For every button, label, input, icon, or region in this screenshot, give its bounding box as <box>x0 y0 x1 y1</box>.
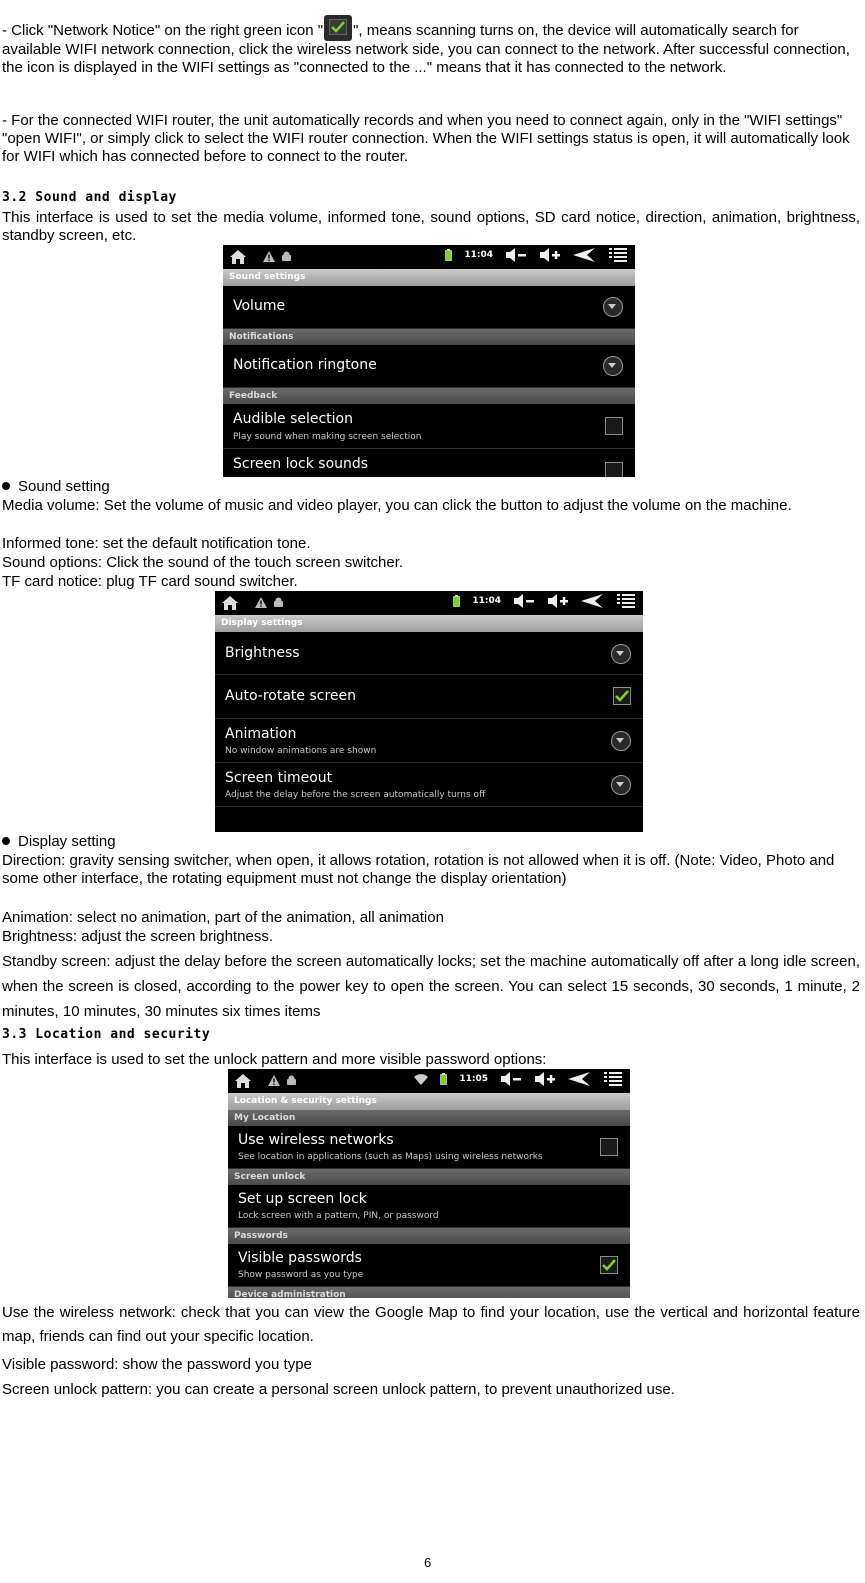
dropdown-icon <box>603 297 623 317</box>
volume-down-icon[interactable] <box>505 248 527 262</box>
back-icon[interactable] <box>581 594 605 608</box>
bullet-display-setting: Display setting <box>2 833 116 851</box>
volume-up-icon[interactable] <box>547 594 569 608</box>
status-time: 11:04 <box>464 250 493 260</box>
home-icon <box>234 1073 252 1089</box>
setting-sublabel: Lock screen with a pattern, PIN, or password <box>238 1211 439 1221</box>
location-line-wireless: Use the wireless network: check that you can view the Google Map to find your location, use the vertical and horizontal feature map, friends can find out your specific location. <box>2 1304 860 1345</box>
setting-set-up-screen-lock[interactable] <box>228 1185 630 1228</box>
home-icon <box>221 595 239 611</box>
setting-label: Visible passwords <box>238 1250 362 1266</box>
network-notice-check-icon <box>324 15 352 41</box>
warning-icon <box>268 1075 280 1086</box>
category-notifications: Notifications <box>223 329 635 345</box>
category-device-administration: Device administration <box>228 1287 630 1298</box>
category-my-location: My Location <box>228 1110 630 1126</box>
display-settings-screenshot <box>215 591 643 832</box>
display-line-animation: Animation: select no animation, part of the animation, all animation <box>2 909 444 926</box>
category-screen-unlock: Screen unlock <box>228 1169 630 1185</box>
location-section-description: This interface is used to set the unlock pattern and more visible password options: <box>2 1051 547 1068</box>
checkbox-checked[interactable] <box>600 1256 618 1274</box>
setting-screen-lock-sounds[interactable] <box>223 449 635 477</box>
status-bar <box>228 1069 630 1093</box>
sound-line-media-volume: Media volume: Set the volume of music and video player, you can click the button to adjust the volume on the machine. <box>2 497 792 514</box>
page-number: 6 <box>424 1555 432 1570</box>
battery-icon <box>445 249 452 261</box>
status-time: 11:05 <box>459 1074 488 1084</box>
setting-label: Set up screen lock <box>238 1191 367 1207</box>
setting-sublabel: See location in applications (such as Maps) using wireless networks <box>238 1152 543 1162</box>
screen-title: Sound settings <box>223 269 635 286</box>
setting-label: Brightness <box>225 645 300 661</box>
status-bar <box>223 245 635 269</box>
setting-label: Volume <box>233 298 286 314</box>
home-icon <box>229 249 247 265</box>
dropdown-icon <box>611 775 631 795</box>
intro-paragraph-2: - For the connected WIFI router, the unit automatically records and when you need to connect again, only in the "WIFI settings" "open WIFI", or simply click to select the WIFI router connection. When the WIFI settings status is open, it will automatically look for WIFI which has connected before to connect to the router. <box>2 112 850 165</box>
back-icon[interactable] <box>568 1072 592 1086</box>
screen-title: Location & security settings <box>228 1093 630 1110</box>
battery-icon <box>453 595 460 607</box>
setting-animation[interactable] <box>215 719 643 763</box>
volume-down-icon[interactable] <box>513 594 535 608</box>
section-heading-location-security: 3.3 Location and security <box>2 1027 211 1042</box>
sound-section-description: This interface is used to set the media volume, informed tone, sound options, SD card notice, direction, animation, brightness, standby screen, etc. <box>2 209 860 244</box>
display-line-brightness: Brightness: adjust the screen brightness. <box>2 928 273 945</box>
sound-line-tf-card: TF card notice: plug TF card sound switcher. <box>2 573 298 590</box>
menu-icon[interactable] <box>617 594 635 608</box>
setting-visible-passwords[interactable] <box>228 1244 630 1287</box>
setting-label: Audible selection <box>233 411 353 427</box>
section-heading-sound-display: 3.2 Sound and display <box>2 190 177 205</box>
setting-use-wireless-networks[interactable] <box>228 1126 630 1169</box>
setting-volume[interactable] <box>223 286 635 329</box>
location-security-screenshot <box>228 1069 630 1298</box>
warning-icon <box>255 597 267 608</box>
volume-up-icon[interactable] <box>534 1072 556 1086</box>
volume-up-icon[interactable] <box>539 248 561 262</box>
battery-icon <box>440 1073 447 1085</box>
android-debug-icon <box>281 251 292 262</box>
setting-label: Use wireless networks <box>238 1132 394 1148</box>
android-debug-icon <box>286 1075 297 1086</box>
setting-sublabel: No window animations are shown <box>225 746 377 756</box>
menu-icon[interactable] <box>609 248 627 262</box>
warning-icon <box>263 251 275 262</box>
display-line-standby: Standby screen: adjust the delay before the screen automatically locks; set the machine automatically off after a long idle screen, when the screen is closed, according to the power key to open the screen. You can select 15 seconds, 30 seconds, 1 minute, 2 minutes, 10 minutes, 30 minutes six times items <box>2 953 860 1020</box>
status-bar <box>215 591 643 615</box>
category-feedback: Feedback <box>223 388 635 404</box>
checkbox[interactable] <box>605 462 623 477</box>
dropdown-icon <box>611 644 631 664</box>
checkbox[interactable] <box>605 417 623 435</box>
setting-notification-ringtone[interactable] <box>223 345 635 388</box>
setting-label: Auto-rotate screen <box>225 688 356 704</box>
volume-down-icon[interactable] <box>500 1072 522 1086</box>
android-debug-icon <box>273 597 284 608</box>
setting-label: Animation <box>225 726 297 742</box>
sound-line-informed-tone: Informed tone: set the default notification tone. <box>2 535 311 552</box>
intro-paragraph-1 <box>2 15 860 77</box>
dropdown-icon <box>603 356 623 376</box>
location-line-unlock-pattern: Screen unlock pattern: you can create a personal screen unlock pattern, to prevent unauthorized use. <box>2 1381 675 1398</box>
setting-sublabel: Adjust the delay before the screen automatically turns off <box>225 790 486 800</box>
category-passwords: Passwords <box>228 1228 630 1244</box>
sound-line-sound-options: Sound options: Click the sound of the touch screen switcher. <box>2 554 404 571</box>
screen-title: Display settings <box>215 615 643 632</box>
bullet-sound-setting: Sound setting <box>2 478 110 496</box>
wifi-icon <box>414 1074 428 1085</box>
back-icon[interactable] <box>573 248 597 262</box>
setting-sublabel: Play sound when making screen selection <box>233 432 422 442</box>
setting-label: Screen timeout <box>225 770 333 786</box>
setting-brightness[interactable] <box>215 632 643 675</box>
dropdown-icon <box>611 731 631 751</box>
setting-screen-timeout[interactable] <box>215 763 643 807</box>
setting-sublabel: Show password as you type <box>238 1270 364 1280</box>
intro-text-b: ", means scanning turns on, the device will automatically search for available WIFI network connection, click the wireless network side, you can connect to the network. After successful connection, the icon is displayed in the WIFI settings as "connected to the ..." means that it has connected to the network. <box>2 22 850 76</box>
sound-settings-screenshot <box>223 245 635 477</box>
setting-audible-selection[interactable] <box>223 404 635 449</box>
status-time: 11:04 <box>472 596 501 606</box>
menu-icon[interactable] <box>604 1072 622 1086</box>
setting-label: Screen lock sounds <box>233 456 369 472</box>
checkbox-checked[interactable] <box>613 687 631 705</box>
setting-auto-rotate[interactable] <box>215 675 643 719</box>
setting-label: Notification ringtone <box>233 357 377 373</box>
location-line-visible-password: Visible password: show the password you type <box>2 1356 312 1373</box>
intro-text-a: - Click "Network Notice" on the right green icon " <box>2 22 324 39</box>
checkbox[interactable] <box>600 1138 618 1156</box>
display-line-direction: Direction: gravity sensing switcher, when open, it allows rotation, rotation is not allowed when it is off. (Note: Video, Photo and some other interface, the rotating equipment must not change the display orientation) <box>2 852 835 887</box>
